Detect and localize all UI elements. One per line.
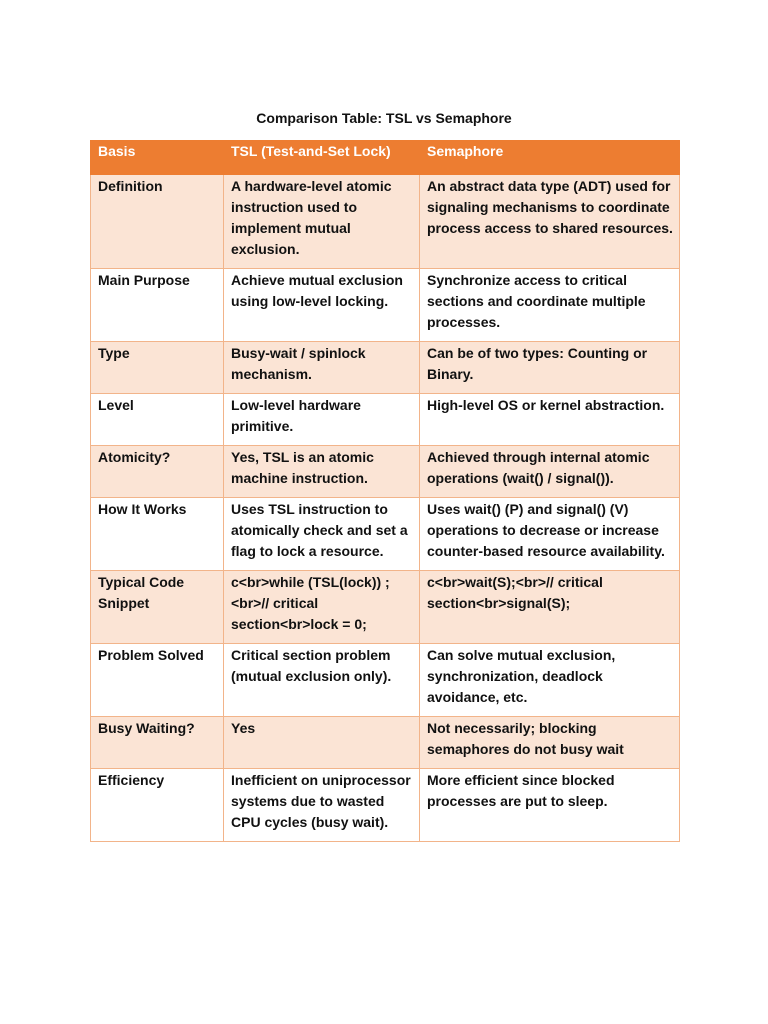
table-row: [91, 769, 680, 842]
table-row: [91, 644, 680, 717]
table-row: [91, 498, 680, 571]
semaphore-cell: Can solve mutual exclusion, synchronization, deadlock avoidance, etc.: [420, 644, 680, 717]
basis-cell: Efficiency: [91, 769, 224, 842]
semaphore-cell: Uses wait() (P) and signal() (V) operations to decrease or increase counter-based resource availability.: [420, 498, 680, 571]
tsl-cell: A hardware-level atomic instruction used to implement mutual exclusion.: [224, 175, 420, 269]
table-row: [91, 446, 680, 498]
table-body: [91, 175, 680, 842]
table-header-row: [91, 141, 680, 175]
table-row: [91, 571, 680, 644]
basis-cell: Busy Waiting?: [91, 717, 224, 769]
tsl-cell: Yes: [224, 717, 420, 769]
semaphore-cell: An abstract data type (ADT) used for signaling mechanisms to coordinate process access to shared resources.: [420, 175, 680, 269]
basis-cell: Problem Solved: [91, 644, 224, 717]
table-row: [91, 717, 680, 769]
header-semaphore: Semaphore: [420, 141, 680, 175]
semaphore-cell: Achieved through internal atomic operations (wait() / signal()).: [420, 446, 680, 498]
tsl-cell: Critical section problem (mutual exclusion only).: [224, 644, 420, 717]
comparison-table: [90, 140, 680, 842]
semaphore-cell: Synchronize access to critical sections and coordinate multiple processes.: [420, 269, 680, 342]
basis-cell: Level: [91, 394, 224, 446]
table-row: [91, 175, 680, 269]
tsl-cell: Yes, TSL is an atomic machine instruction.: [224, 446, 420, 498]
table-row: [91, 269, 680, 342]
semaphore-cell: More efficient since blocked processes are put to sleep.: [420, 769, 680, 842]
basis-cell: Type: [91, 342, 224, 394]
header-basis: Basis: [91, 141, 224, 175]
basis-cell: Typical Code Snippet: [91, 571, 224, 644]
table-row: [91, 342, 680, 394]
table-title: Comparison Table: TSL vs Semaphore: [256, 110, 512, 126]
semaphore-cell: High-level OS or kernel abstraction.: [420, 394, 680, 446]
basis-cell: How It Works: [91, 498, 224, 571]
tsl-cell: Busy-wait / spinlock mechanism.: [224, 342, 420, 394]
table-row: [91, 394, 680, 446]
basis-cell: Main Purpose: [91, 269, 224, 342]
tsl-cell: Inefficient on uniprocessor systems due to wasted CPU cycles (busy wait).: [224, 769, 420, 842]
tsl-cell: Low-level hardware primitive.: [224, 394, 420, 446]
semaphore-cell: Can be of two types: Counting or Binary.: [420, 342, 680, 394]
basis-cell: Definition: [91, 175, 224, 269]
basis-cell: Atomicity?: [91, 446, 224, 498]
semaphore-cell: Not necessarily; blocking semaphores do not busy wait: [420, 717, 680, 769]
semaphore-cell: c<br>wait(S);<br>// critical section<br>signal(S);: [420, 571, 680, 644]
tsl-cell: Achieve mutual exclusion using low-level locking.: [224, 269, 420, 342]
tsl-cell: Uses TSL instruction to atomically check and set a flag to lock a resource.: [224, 498, 420, 571]
header-tsl: TSL (Test-and-Set Lock): [224, 141, 420, 175]
tsl-cell: c<br>while (TSL(lock)) ;<br>// critical section<br>lock = 0;: [224, 571, 420, 644]
